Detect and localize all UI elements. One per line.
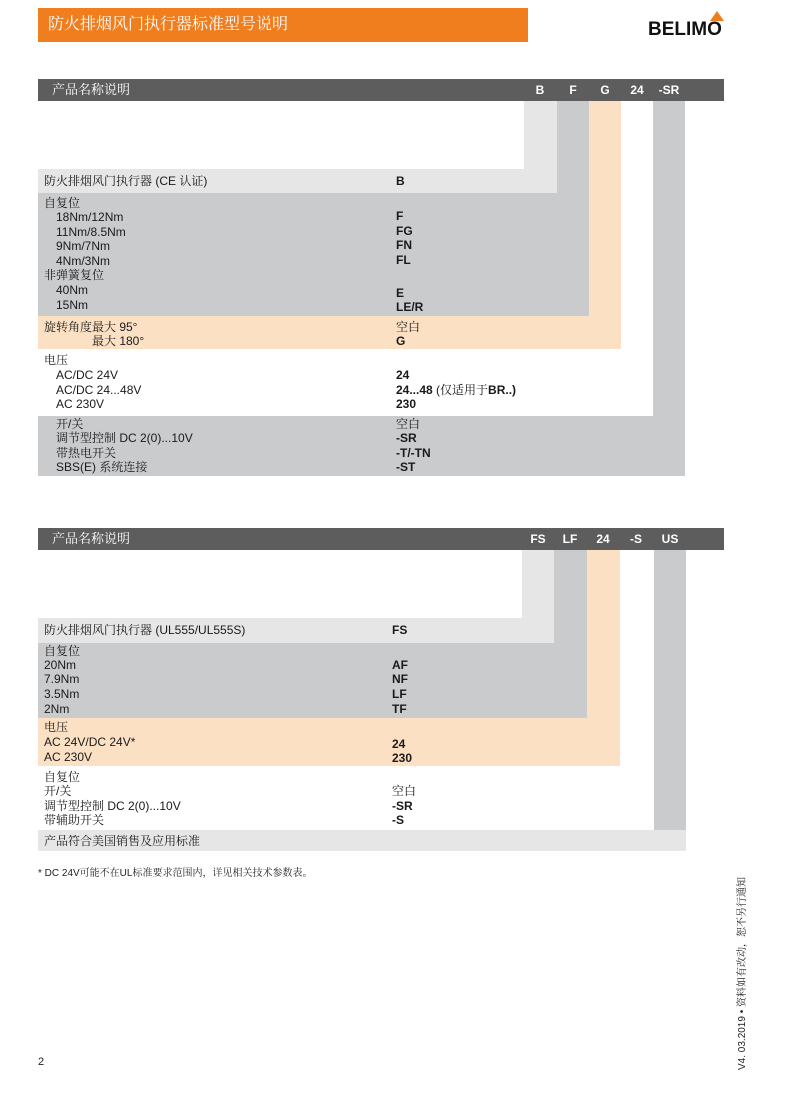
row-label: AC 230V: [56, 397, 105, 411]
row-label: 产品符合美国销售及应用标准: [44, 834, 201, 848]
row-label: 7.9Nm: [44, 672, 80, 686]
row-value: E: [396, 286, 405, 300]
row-value: FS: [392, 623, 408, 637]
row-value: 空白: [396, 417, 421, 431]
footnote: * DC 24V可能不在UL标准要求范围内，详见相关技术参数表。: [38, 868, 313, 879]
column-strip-sr: [653, 100, 685, 416]
row-value: 空白: [396, 320, 421, 334]
row-label: 调节型控制 DC 2(0)...10V: [44, 799, 181, 813]
code-s: -S: [630, 532, 642, 546]
row-value: -S: [392, 813, 404, 827]
column-strip-b: [524, 100, 557, 169]
page-number: 2: [38, 1056, 45, 1068]
code-sr: -SR: [658, 83, 680, 97]
row-label: SBS(E) 系统连接: [56, 460, 148, 474]
row-label: 18Nm/12Nm: [56, 210, 124, 224]
row-label: 开/关: [56, 417, 84, 431]
row-label: AC/DC 24...48V: [56, 383, 142, 397]
row-value: 空白: [392, 784, 417, 798]
row-value: 24: [392, 737, 406, 751]
row-label: 自复位: [44, 770, 81, 784]
row-label: 最大 180°: [92, 334, 145, 348]
code-f: F: [569, 83, 577, 97]
row-value-main: 24...48: [396, 383, 433, 397]
column-strip-g: [589, 100, 621, 316]
row-label: 防火排烟风门执行器 (CE 认证): [44, 174, 208, 188]
row-label: 40Nm: [56, 283, 89, 297]
code-voltage: 24: [596, 532, 610, 546]
row-value: -T/-TN: [396, 446, 431, 460]
row-value: 230: [392, 751, 413, 765]
row-value: 24: [396, 368, 410, 382]
row-label: 2Nm: [44, 702, 70, 716]
row-label: 15Nm: [56, 298, 89, 312]
column-strip-f: [557, 100, 589, 193]
column-strip-us: [654, 550, 686, 830]
row-value: FN: [396, 238, 412, 252]
row-label: 调节型控制 DC 2(0)...10V: [56, 431, 193, 445]
row-label: 自复位: [44, 644, 81, 658]
code-b: B: [535, 83, 545, 97]
row-value: [396, 383, 516, 397]
row-label: 4Nm/3Nm: [56, 254, 111, 268]
row-label: 防火排烟风门执行器 (UL555/UL555S): [44, 623, 246, 637]
code-fs: FS: [530, 532, 546, 546]
row-label: 9Nm/7Nm: [56, 239, 111, 253]
row-label: 带辅助开关: [44, 813, 105, 827]
table-header-title: 产品名称说明: [52, 531, 131, 546]
row-label: 旋转角度最大 95°: [44, 320, 138, 334]
row-value: AF: [392, 658, 408, 672]
row-value: FG: [396, 224, 413, 238]
code-voltage: 24: [630, 83, 644, 97]
row-label: 20Nm: [44, 658, 77, 672]
row-value: 230: [396, 397, 417, 411]
row-value: FL: [396, 253, 411, 267]
column-strip-fs: [522, 550, 554, 618]
row-label: 自复位: [44, 196, 81, 210]
row-label: 电压: [44, 353, 69, 367]
row-label: 3.5Nm: [44, 687, 80, 701]
row-label: 非弹簧复位: [44, 268, 105, 282]
row-label: 电压: [44, 720, 69, 734]
brand-name: BELIMO: [648, 19, 722, 40]
column-strip-24: [587, 550, 620, 718]
code-g: G: [600, 83, 610, 97]
table-header: [38, 528, 724, 550]
table-header-title: 产品名称说明: [52, 82, 131, 97]
row-value: NF: [392, 672, 408, 686]
version-note: V4. 03.2019 • 资料如有改动，恕不另行通知: [737, 877, 748, 1070]
column-strip-lf: [554, 550, 587, 643]
code-lf: LF: [562, 532, 578, 546]
belimo-logo: [648, 11, 748, 41]
row-label: 开/关: [44, 784, 72, 798]
code-us: US: [661, 532, 679, 546]
row-value: -SR: [396, 431, 417, 445]
row-value: LF: [392, 687, 407, 701]
band-torque: [38, 643, 587, 718]
row-value: -SR: [392, 799, 413, 813]
row-label: AC/DC 24V: [56, 368, 119, 382]
row-value: F: [396, 209, 404, 223]
row-value: B: [396, 174, 405, 188]
row-value: G: [396, 334, 406, 348]
page-title: 防火排烟风门执行器标准型号说明: [38, 8, 528, 42]
row-label: 11Nm/8.5Nm: [56, 225, 126, 239]
row-value: LE/R: [396, 300, 424, 314]
row-label: AC 24V/DC 24V*: [44, 735, 136, 749]
table-header: [38, 79, 724, 101]
row-value-note: (仅适用于: [432, 383, 489, 397]
row-value-suffix: BR..): [488, 383, 517, 397]
row-label: AC 230V: [44, 750, 93, 764]
row-label: 带热电开关: [56, 446, 117, 460]
row-value: TF: [392, 702, 407, 716]
row-value: -ST: [396, 460, 416, 474]
